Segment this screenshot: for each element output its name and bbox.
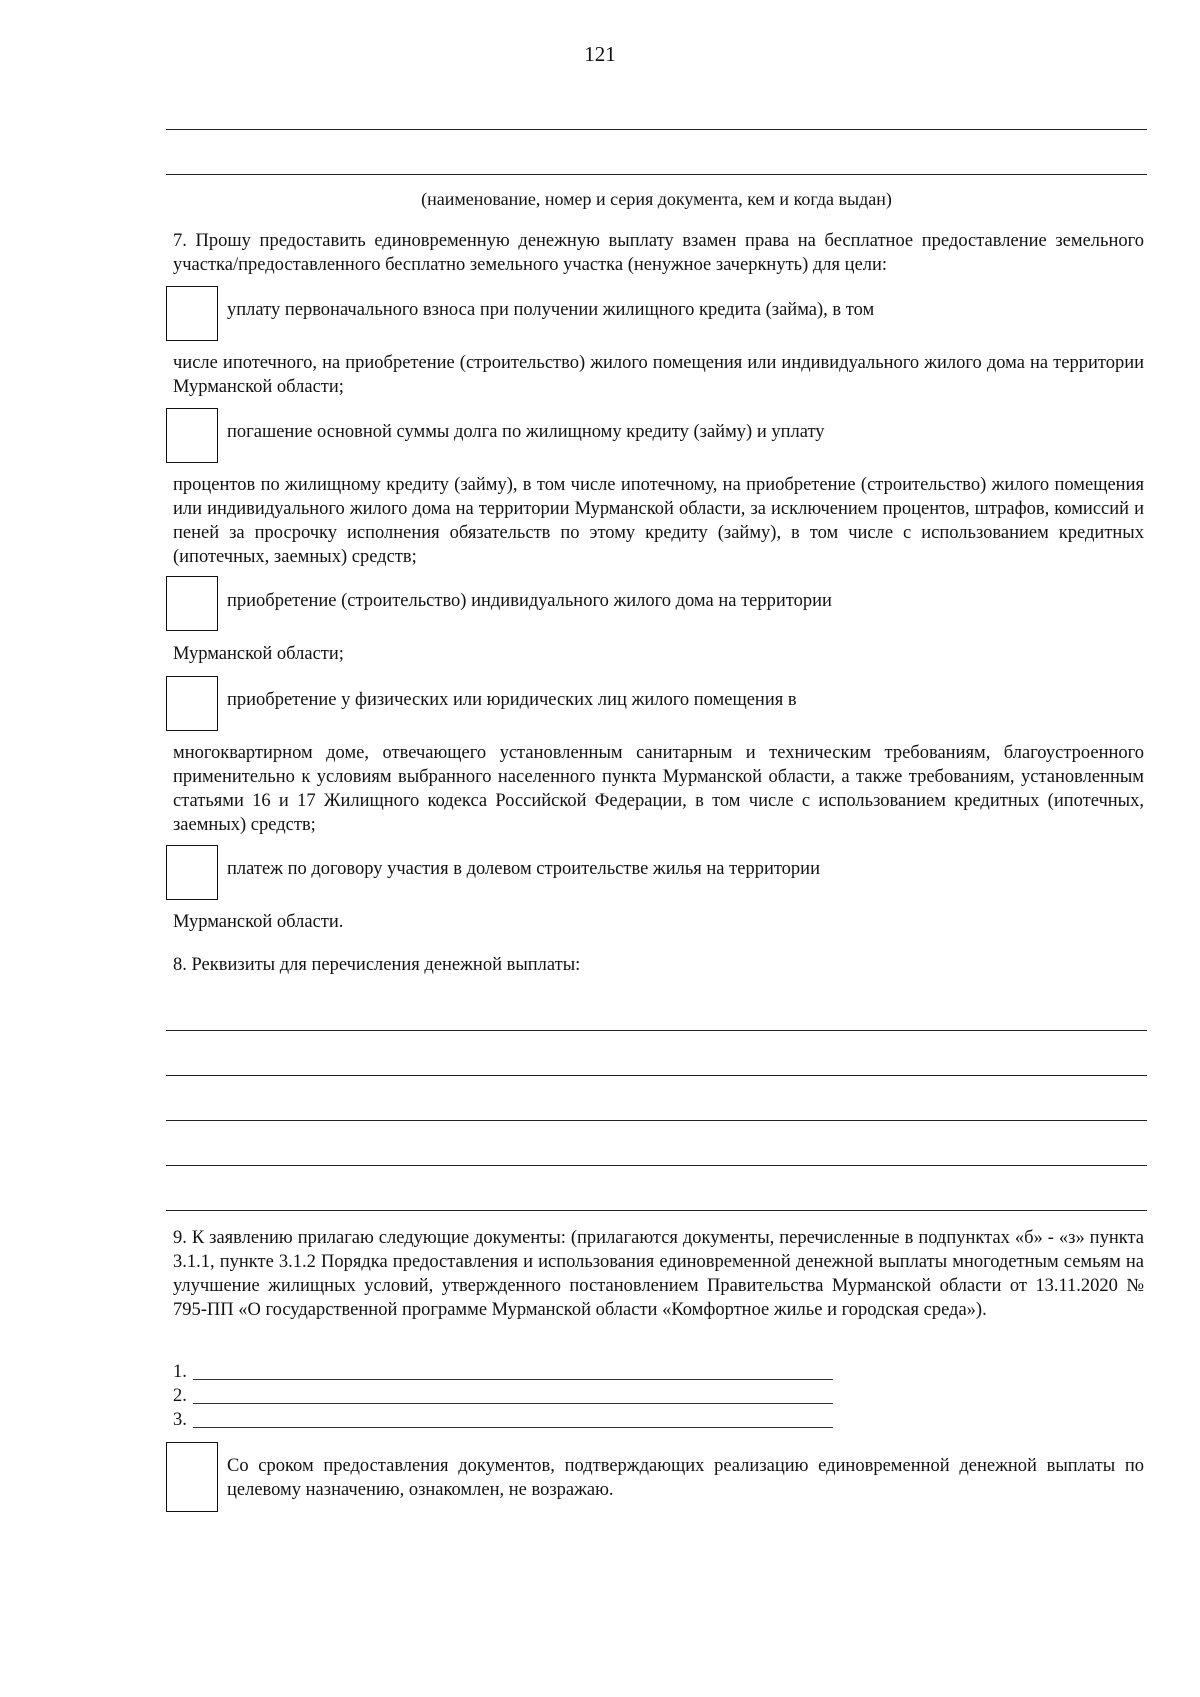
option4-checkbox[interactable] (166, 676, 218, 731)
requisites-fill-line[interactable] (166, 1120, 1147, 1121)
attachment-number: 1. (173, 1362, 187, 1382)
page-number: 121 (584, 42, 616, 66)
requisites-fill-line[interactable] (166, 1210, 1147, 1211)
option1-checkbox[interactable] (166, 286, 218, 341)
option1-label: уплату первоначального взноса при получении жилищного кредита (займа), в том (227, 300, 875, 320)
requisites-fill-line[interactable] (166, 1165, 1147, 1166)
requisites-fill-line[interactable] (166, 1075, 1147, 1076)
document-caption: (наименование, номер и серия документа, кем и когда выдан) (421, 189, 892, 209)
document-fill-line[interactable] (166, 174, 1147, 175)
acknowledgement-text: Со сроком предоставления документов, подтверждающих реализацию единовременной денежной выплаты по целевому назначению, ознакомлен, не возражаю. (227, 1456, 1144, 1500)
attachment-line-2[interactable] (173, 1384, 833, 1408)
option1-continuation: числе ипотечного, на приобретение (строительство) жилого помещения или индивидуального жилого дома на территории Мурманской области; (173, 353, 1144, 397)
item9-text: 9. К заявлению прилагаю следующие документы: (прилагаются документы, перечисленные в подпунктах «б» - «з» пункта 3.1.1, пункте 3.1.2 Порядка предоставления и использования единовременной денежной выплаты многодетным семьям на улучшение жилищных условий, утвержденного постановлением Правительства Мурманской области от 13.11.2020 № 795-ПП «О государственной программе Мурманской области «Комфортное жилье и городская среда»). (173, 1228, 1144, 1320)
attachment-line-3[interactable] (173, 1408, 833, 1432)
item8-label: 8. Реквизиты для перечисления денежной выплаты: (173, 955, 581, 975)
option5-continuation: Мурманской области. (173, 912, 344, 932)
option4-label: приобретение у физических или юридических лиц жилого помещения в (227, 690, 797, 710)
attachment-line-1[interactable] (173, 1360, 833, 1384)
option4-continuation: многоквартирном доме, отвечающего установленным санитарным и техническим требованиям, благоустроенного применительно к условиям выбранного населенного пункта Мурманской области, а также требованиям, установленным статьями 16 и 17 Жилищного кодекса Российской Федерации, в том числе с использованием кредитных (ипотечных, заемных) средств; (173, 743, 1144, 835)
option5-checkbox[interactable] (166, 845, 218, 900)
attachment-number: 3. (173, 1410, 187, 1430)
acknowledgement-checkbox[interactable] (166, 1442, 218, 1512)
option2-checkbox[interactable] (166, 408, 218, 463)
attachment-fill-line (193, 1403, 833, 1404)
item7-intro: 7. Прошу предоставить единовременную денежную выплату взамен права на бесплатное предоставление земельного участка/предоставленного бесплатно земельного участка (ненужное зачеркнуть) для цели: (173, 231, 1144, 275)
attachment-fill-line (193, 1379, 833, 1380)
option3-label: приобретение (строительство) индивидуального жилого дома на территории (227, 591, 832, 611)
option2-label: погашение основной суммы долга по жилищному кредиту (займу) и уплату (227, 422, 825, 442)
option5-label: платеж по договору участия в долевом строительстве жилья на территории (227, 859, 820, 879)
requisites-fill-line[interactable] (166, 1030, 1147, 1031)
option3-checkbox[interactable] (166, 576, 218, 631)
document-fill-line[interactable] (166, 129, 1147, 130)
attachment-fill-line (193, 1427, 833, 1428)
option3-continuation: Мурманской области; (173, 644, 344, 664)
option2-continuation: процентов по жилищному кредиту (займу), в том числе ипотечному, на приобретение (строительство) жилого помещения или индивидуального жилого дома на территории Мурманской области, за исключением процентов, штрафов, комиссий и пеней за просрочку исполнения обязательств по этому кредиту (займу), в том числе с использованием кредитных (ипотечных, заемных) средств; (173, 475, 1144, 567)
attachment-number: 2. (173, 1386, 187, 1406)
